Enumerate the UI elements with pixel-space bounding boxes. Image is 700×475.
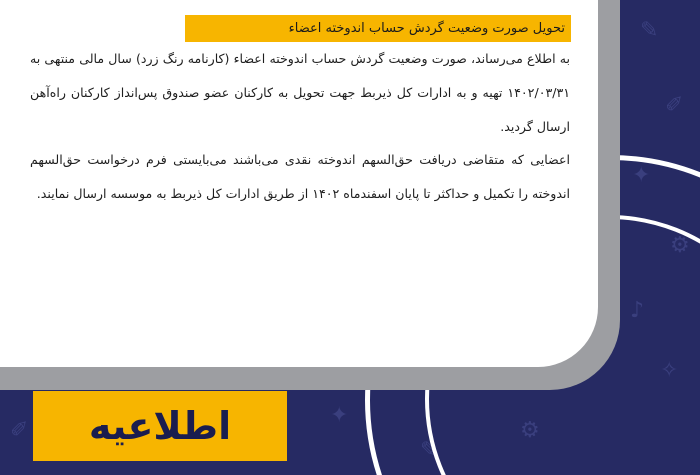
announcement-badge — [33, 391, 287, 461]
notice-paragraph-1: به اطلاع می‌رساند، صورت وضعیت گردش حساب اندوخته اعضاء (کارنامه رنگ زرد) سال مالی منتهی به ۱۴۰۲/۰۳/۳۱ تهیه و به ادارات کل ذیربط جهت تحویل به کارکنان عضو صندوق پس‌انداز کارکنان راه‌آهن ارسال گردید. — [30, 51, 570, 134]
pencil-icon: ✐ — [665, 93, 684, 118]
star-icon: ✦ — [330, 403, 349, 428]
gear-icon: ⚙ — [670, 233, 690, 258]
book-icon: ✐ — [10, 418, 29, 443]
gear-icon: ⚙ — [520, 418, 540, 443]
star-icon: ✧ — [660, 358, 679, 383]
notice-title: تحویل صورت وضعیت گردش حساب اندوخته اعضاء — [288, 21, 565, 36]
pencil-icon: ✎ — [420, 438, 439, 463]
book-icon: ✦ — [632, 163, 651, 188]
music-note-icon: ♪ — [630, 298, 645, 323]
title-highlight — [185, 15, 571, 42]
badge-label: اطلاعیه — [88, 404, 232, 448]
notice-paragraph-2: اعضایی که متقاضی دریافت حق‌السهم اندوخته نقدی می‌باشند می‌بایستی فرم درخواست حق‌السهم اندوخته را تکمیل و حداکثر تا پایان اسفندماه ۱۴۰۲ از طریق ادارات کل ذیربط به موسسه ارسال نمایند. — [30, 152, 570, 201]
lightbulb-icon: ✎ — [640, 18, 659, 43]
